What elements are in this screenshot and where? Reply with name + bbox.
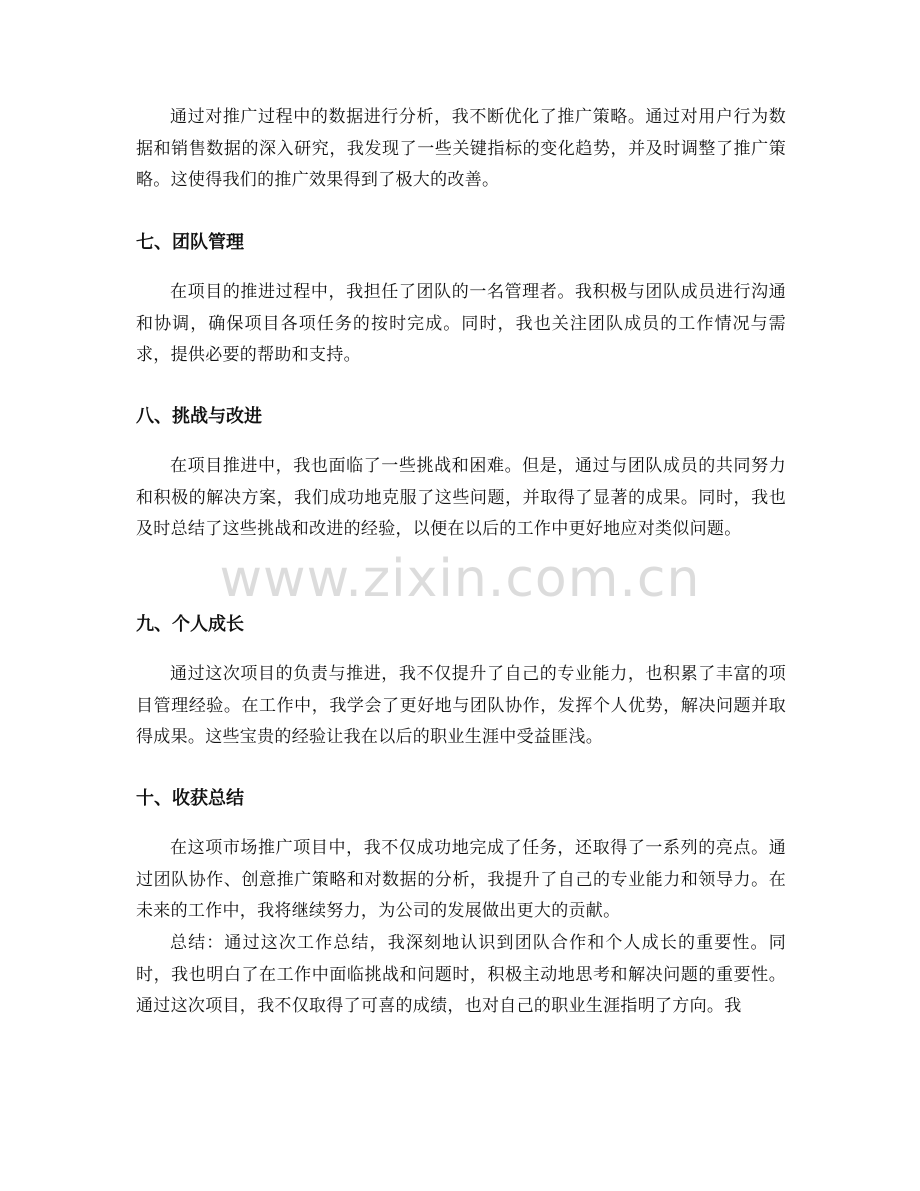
heading-team-management: 七、团队管理 xyxy=(136,232,244,253)
paragraph-conclusion: 总结：通过这次工作总结，我深刻地认识到团队合作和个人成长的重要性。同时，我也明白了在工作中面临挑战和问题时，积极主动地思考和解决问题的重要性。通过这次项目，我不仅取得了可喜的成绩，也对自己的职业生涯指明了方向。我 xyxy=(136,933,786,1016)
heading-challenges-improvement: 八、挑战与改进 xyxy=(136,406,262,427)
watermark-text: www.zixin.com.cn xyxy=(219,549,701,609)
paragraph-challenges-improvement: 在项目推进中，我也面临了一些挑战和困难。但是，通过与团队成员的共同努力和积极的解决方案，我们成功地克服了这些问题，并取得了显著的成果。同时，我也及时总结了这些挑战和改进的经验，以便在以后的工作中更好地应对类似问题。 xyxy=(136,456,786,539)
paragraph-team-management: 在项目的推进过程中，我担任了团队的一名管理者。我积极与团队成员进行沟通和协调，确保项目各项任务的按时完成。同时，我也关注团队成员的工作情况与需求，提供必要的帮助和支持。 xyxy=(136,282,786,365)
heading-personal-growth: 九、个人成长 xyxy=(136,614,244,635)
heading-summary-gains: 十、收获总结 xyxy=(136,788,244,809)
paragraph-summary-gains: 在这项市场推广项目中，我不仅成功地完成了任务，还取得了一系列的亮点。通过团队协作、创意推广策略和对数据的分析，我提升了自己的专业能力和领导力。在未来的工作中，我将继续努力，为公司的发展做出更大的贡献。 xyxy=(136,838,786,921)
paragraph-data-analysis: 通过对推广过程中的数据进行分析，我不断优化了推广策略。通过对用户行为数据和销售数据的深入研究，我发现了一些关键指标的变化趋势，并及时调整了推广策略。这使得我们的推广效果得到了极大的改善。 xyxy=(136,107,786,190)
paragraph-personal-growth: 通过这次项目的负责与推进，我不仅提升了自己的专业能力，也积累了丰富的项目管理经验。在工作中，我学会了更好地与团队协作，发挥个人优势，解决问题并取得成果。这些宝贵的经验让我在以后的职业生涯中受益匪浅。 xyxy=(136,664,786,747)
